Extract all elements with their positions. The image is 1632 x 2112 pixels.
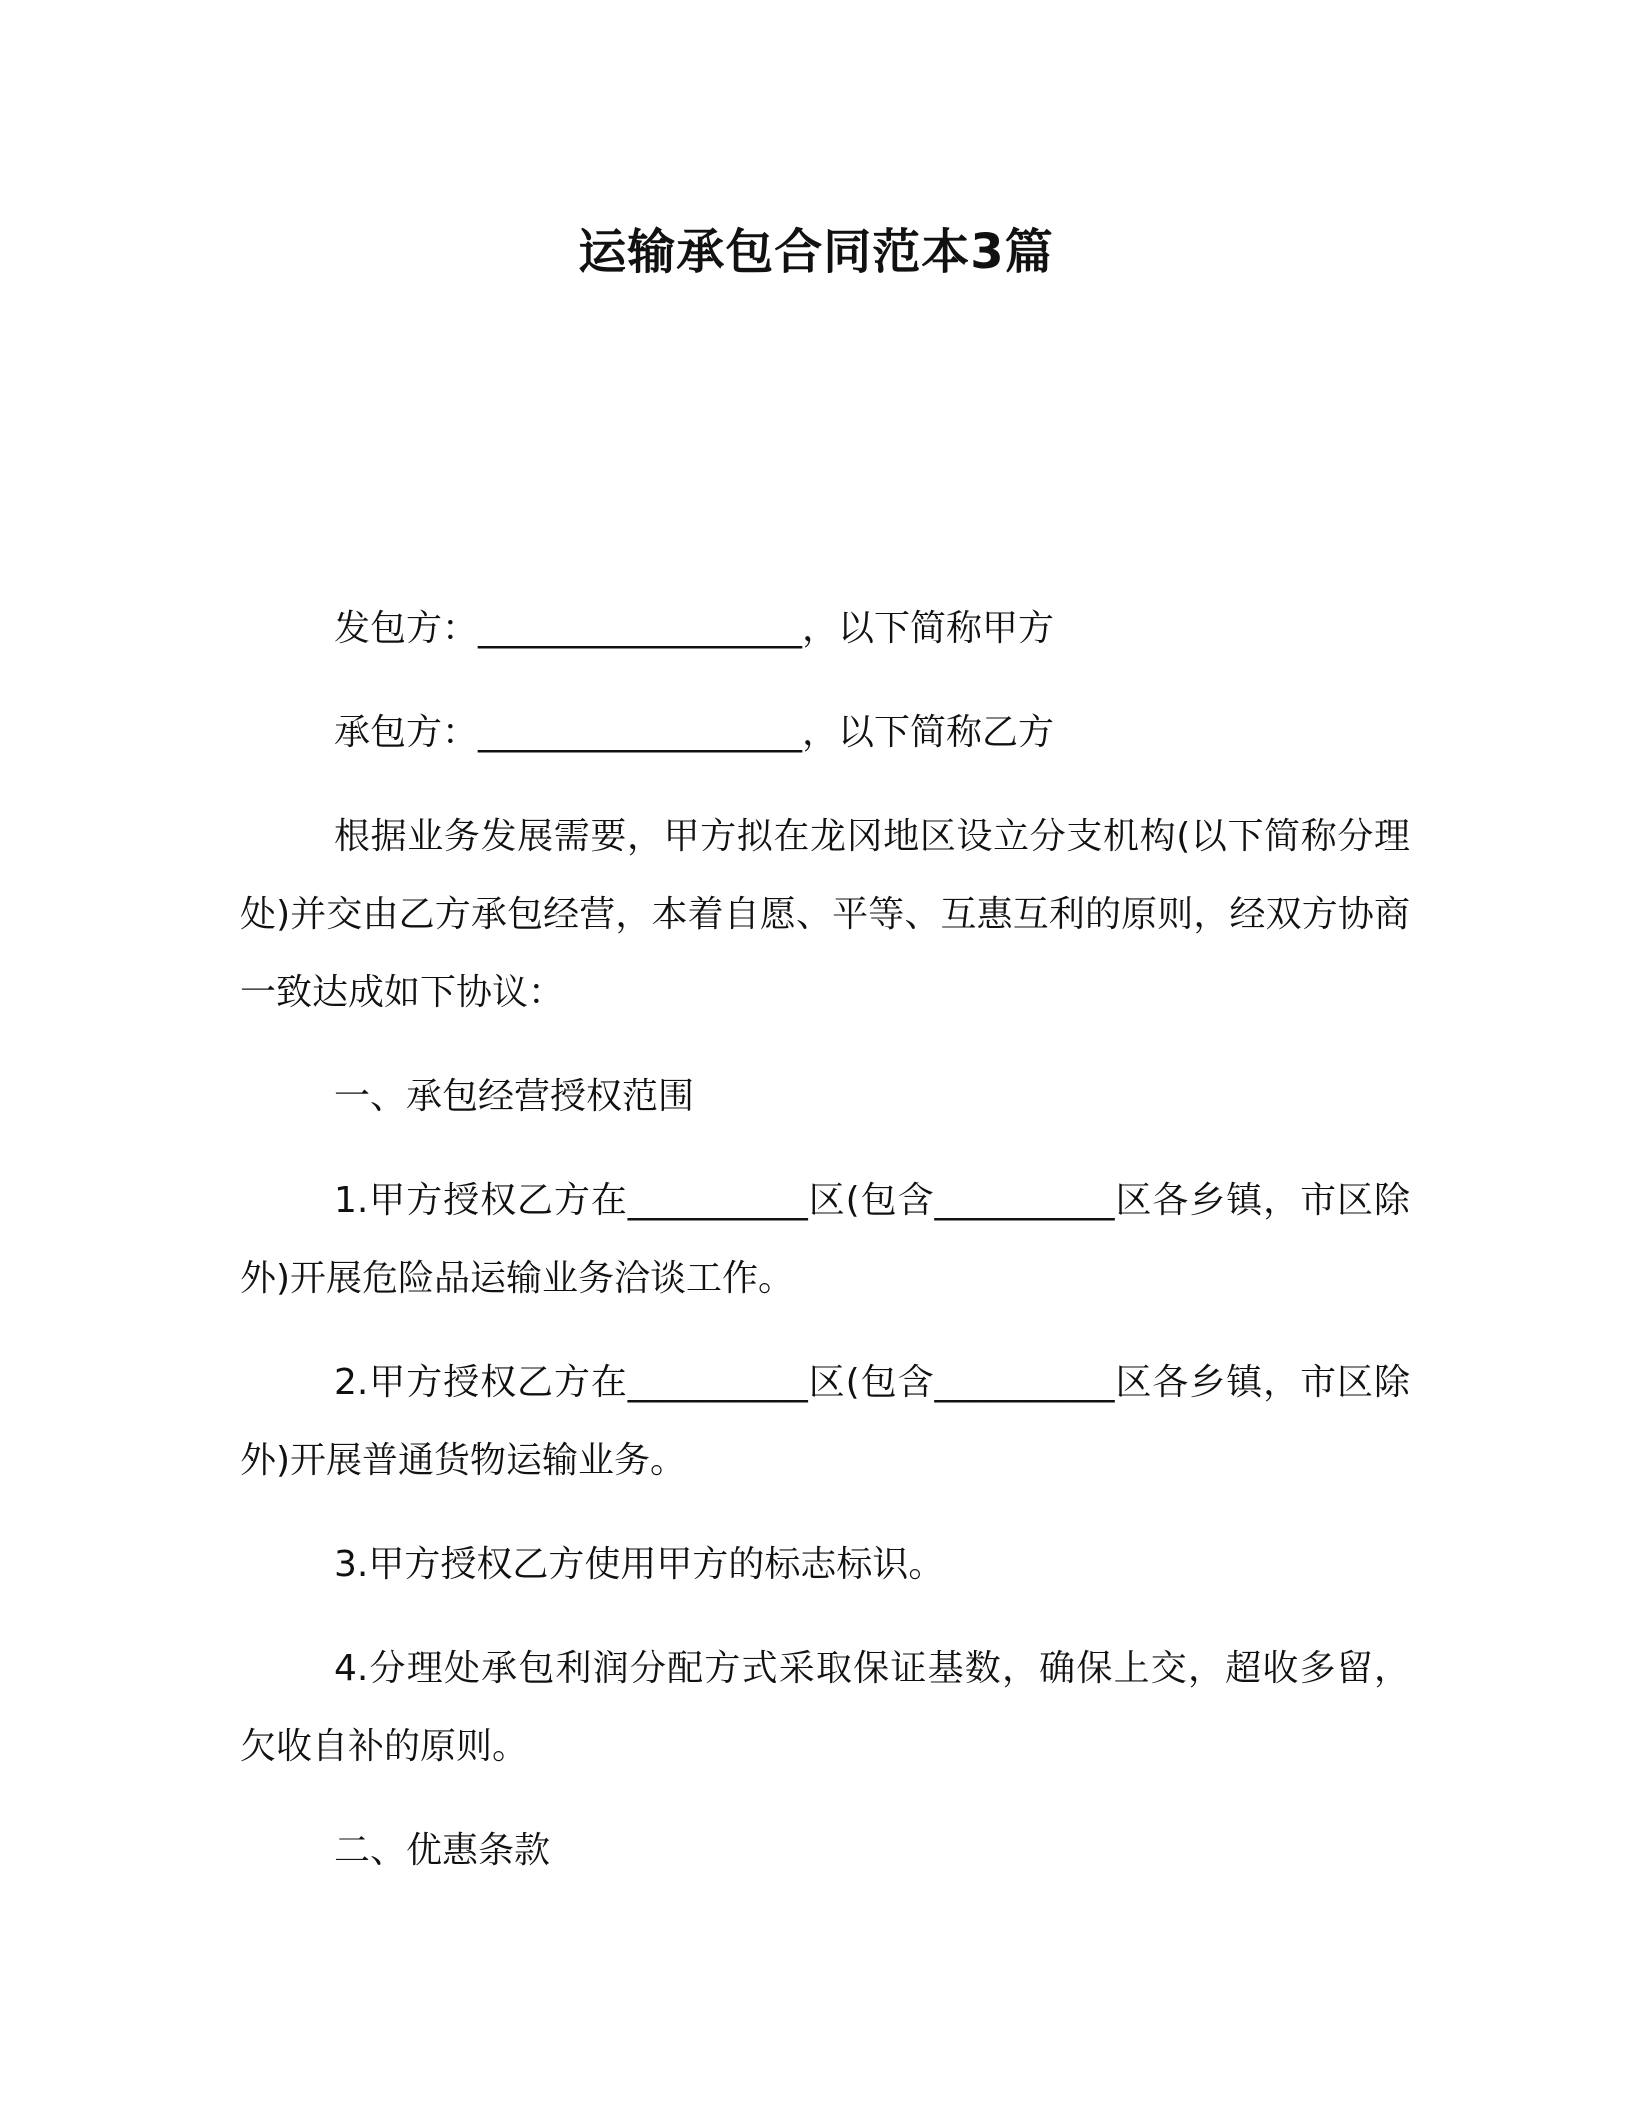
party-a-line: 发包方：__________________，以下简称甲方 — [334, 608, 1055, 649]
party-b-line: 承包方：__________________，以下简称乙方 — [334, 712, 1055, 753]
section-heading-1: 一、承包经营授权范围 — [334, 1076, 695, 1117]
section-heading-2: 二、优惠条款 — [334, 1830, 551, 1871]
preamble-paragraph: 根据业务发展需要，甲方拟在龙冈地区设立分支机构(以下简称分理处)并交由乙方承包经营，本着自愿、平等、互惠互利的原则，经双方协商一致达成如下协议： — [240, 816, 1410, 1013]
document-body — [240, 590, 1410, 1916]
clause-1-1: 1.甲方授权乙方在__________区(包含__________区各乡镇，市区除外)开展危险品运输业务洽谈工作。 — [240, 1180, 1410, 1299]
clause-1-4: 4.分理处承包利润分配方式采取保证基数，确保上交，超收多留，欠收自补的原则。 — [240, 1648, 1410, 1767]
document-title: 运输承包合同范本3篇 — [578, 224, 1054, 280]
clause-1-2: 2.甲方授权乙方在__________区(包含__________区各乡镇，市区除外)开展普通货物运输业务。 — [240, 1362, 1410, 1481]
clause-1-3: 3.甲方授权乙方使用甲方的标志标识。 — [334, 1544, 945, 1585]
